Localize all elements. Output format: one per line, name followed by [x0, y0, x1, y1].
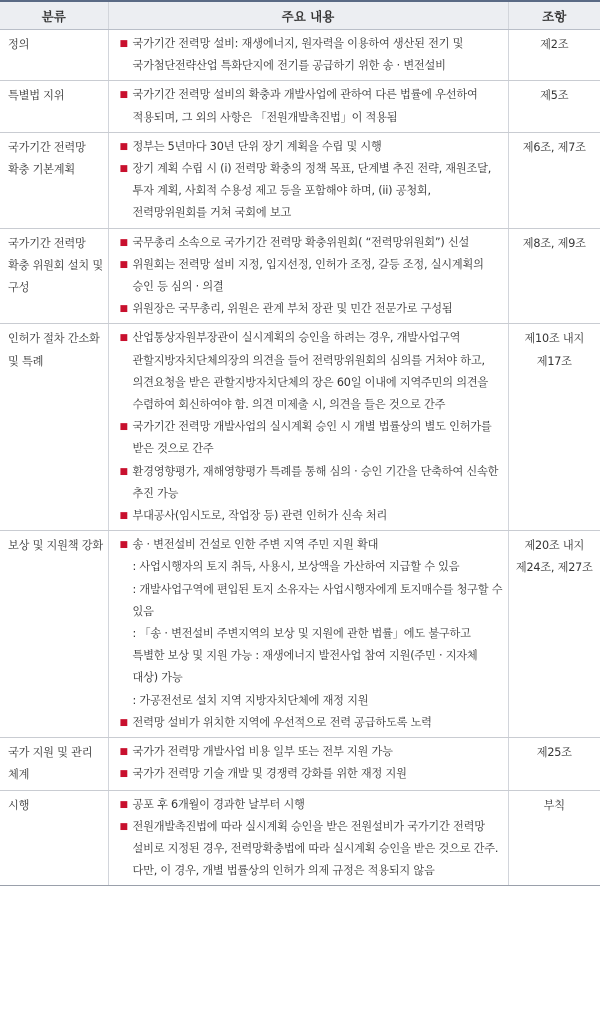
bullet-square-icon: ■ [119, 259, 128, 270]
bullet-square-icon: ■ [119, 747, 128, 758]
row-category: 인허가 절차 간소화 및 특례 [0, 324, 108, 531]
table-row [0, 228, 600, 324]
bullet-square-icon: ■ [119, 333, 128, 344]
sub-item [119, 690, 504, 712]
bullet-item [119, 136, 504, 158]
row-content [108, 324, 508, 531]
header-article: 조항 [508, 1, 600, 30]
bullet-item [119, 416, 504, 460]
bullet-square-icon: ■ [119, 304, 128, 315]
table-row [0, 531, 600, 738]
bullet-item [119, 534, 504, 556]
row-article: 제25조 [508, 738, 600, 790]
table-row [0, 324, 600, 531]
table-row [0, 738, 600, 790]
bullet-square-icon: ■ [119, 422, 128, 433]
item-text: 국무총리 소속으로 국가기간 전력망 확충위원회( “전력망위원회”) 신설 [132, 235, 470, 249]
item-text: 산업통상자원부장관이 실시계획의 승인을 하려는 경우, 개발사업구역 관할지방자치단체의장의 의견을 들어 전력망위원회의 심의를 거쳐야 하고, 의견요청을 받은 관할지방자치단체의 장은 60일 이내에 지역주민의 의견을 수렴하여 회신하여야 함. 의견 미제출 시, 의견을 들은 것으로 간주 [132, 331, 489, 412]
table-row [0, 790, 600, 886]
item-text: 국가가 전력망 개발사업 비용 일부 또는 전부 지원 가능 [132, 745, 393, 759]
row-article: 부칙 [508, 790, 600, 886]
header-row [0, 1, 600, 30]
bullet-item [119, 232, 504, 254]
row-article: 제20조 내지 제24조, 제27조 [508, 531, 600, 738]
row-content [108, 228, 508, 324]
row-content [108, 531, 508, 738]
table-row [0, 132, 600, 228]
content-list [119, 232, 504, 321]
row-category: 국가 지원 및 관리 체계 [0, 738, 108, 790]
table-row [0, 30, 600, 81]
bullet-item [119, 84, 504, 128]
bullet-square-icon: ■ [119, 540, 128, 551]
content-list [119, 84, 504, 128]
table-row [0, 81, 600, 132]
bullet-item [119, 33, 504, 77]
bullet-item [119, 816, 504, 883]
bullet-square-icon: ■ [119, 90, 128, 101]
bullet-square-icon: ■ [119, 821, 128, 832]
bullet-item [119, 298, 504, 320]
bullet-item [119, 712, 504, 734]
bullet-item [119, 505, 504, 527]
row-content [108, 132, 508, 228]
bullet-square-icon: ■ [119, 39, 128, 49]
row-content [108, 738, 508, 790]
bullet-square-icon: ■ [119, 769, 128, 780]
row-article: 제6조, 제7조 [508, 132, 600, 228]
bullet-item [119, 254, 504, 298]
bullet-item [119, 763, 504, 785]
row-article: 제5조 [508, 81, 600, 132]
content-list [119, 327, 504, 527]
item-text: 정부는 5년마다 30년 단위 장기 계획을 수립 및 시행 [132, 139, 382, 153]
bullet-item [119, 158, 504, 225]
content-list [119, 33, 504, 77]
bullet-square-icon: ■ [119, 141, 128, 152]
item-text: 위원장은 국무총리, 위원은 관계 부처 장관 및 민간 전문가로 구성됨 [132, 302, 453, 316]
bullet-square-icon: ■ [119, 799, 128, 810]
header-content: 주요 내용 [108, 1, 508, 30]
row-category: 국가기간 전력망 확충 기본계획 [0, 132, 108, 228]
row-category: 시행 [0, 790, 108, 886]
bullet-item [119, 461, 504, 505]
bullet-square-icon: ■ [119, 466, 128, 477]
bullet-item [119, 794, 504, 816]
row-article: 제2조 [508, 30, 600, 81]
bullet-item [119, 327, 504, 416]
bullet-square-icon: ■ [119, 511, 128, 522]
item-text: : 개발사업구역에 편입된 토지 소유자는 사업시행자에게 토지매수를 청구할 수 있음 [132, 582, 503, 618]
item-text: : 「송 · 변전설비 주변지역의 보상 및 지원에 관한 법률」에도 불구하고 특별한 보상 및 지원 가능 : 재생에너지 발전사업 참여 지원(주민 · 지자체 대상) 가능 [132, 627, 478, 685]
item-text: 환경영향평가, 재해영향평가 특례를 통해 심의 · 승인 기간을 단축하여 신속한 추진 가능 [132, 464, 499, 500]
item-text: : 가공전선로 설치 지역 지방자치단체에 재정 지원 [132, 693, 369, 707]
item-text: 장기 계획 수립 시 (i) 전력망 확충의 정책 목표, 단계별 추진 전략, 재원조달, 투자 계획, 사회적 수용성 제고 등을 포함해야 하며, (ii) 공청회, 전력망위원회를 거쳐 국회에 보고 [132, 162, 492, 220]
header-category: 분류 [0, 1, 108, 30]
bullet-item [119, 741, 504, 763]
content-list [119, 741, 504, 785]
item-text: 국가가 전력망 기술 개발 및 경쟁력 강화를 위한 재정 지원 [132, 767, 407, 781]
bullet-square-icon: ■ [119, 164, 128, 175]
bullet-square-icon: ■ [119, 237, 128, 248]
row-category: 보상 및 지원책 강화 [0, 531, 108, 738]
sub-item [119, 579, 504, 623]
content-list [119, 794, 504, 883]
row-category: 국가기간 전력망 확충 위원회 설치 및 구성 [0, 228, 108, 324]
row-content [108, 790, 508, 886]
item-text: 국가기간 전력망 개발사업의 실시계획 승인 시 개별 법률상의 별도 인허가를 받은 것으로 간주 [132, 420, 492, 456]
item-text: 위원회는 전력망 설비 지정, 입지선정, 인허가 조정, 갈등 조정, 실시계획의 승인 등 심의 · 의결 [132, 257, 484, 294]
sub-item [119, 623, 504, 690]
row-content [108, 30, 508, 81]
row-category: 정의 [0, 30, 108, 81]
row-article: 제10조 내지 제17조 [508, 324, 600, 531]
content-list [119, 136, 504, 225]
item-text: 송 · 변전설비 건설로 인한 주변 지역 주민 지원 확대 [132, 538, 379, 552]
row-category: 특별법 지위 [0, 81, 108, 132]
item-text: 공포 후 6개월이 경과한 날부터 시행 [132, 797, 305, 811]
item-text: 전력망 설비가 위치한 지역에 우선적으로 전력 공급하도록 노력 [132, 715, 432, 729]
sub-item [119, 556, 504, 578]
item-text: 국가기간 전력망 설비: 재생에너지, 원자력을 이용하여 생산된 전기 및 국가첨단전략산업 특화단지에 전기를 공급하기 위한 송 · 변전설비 [132, 37, 464, 73]
bullet-square-icon: ■ [119, 717, 128, 728]
item-text: : 사업시행자의 토지 취득, 사용시, 보상액을 가산하여 지급할 수 있음 [132, 560, 460, 574]
item-text: 국가기간 전력망 설비의 확충과 개발사업에 관하여 다른 법률에 우선하여 적용되며, 그 외의 사항은 「전원개발촉진법」이 적용됨 [132, 88, 478, 124]
content-list [119, 534, 504, 734]
item-text: 전원개발촉진법에 따라 실시계획 승인을 받은 전원설비가 국가기간 전력망 설비로 지정된 경우, 전력망확충법에 따라 실시계획 승인을 받은 것으로 간주. 다만, 이 경우, 개별 법률상의 인허가 의제 규정은 적용되지 않음 [132, 819, 499, 878]
item-text: 부대공사(임시도로, 작업장 등) 관련 인허가 신속 처리 [132, 509, 388, 523]
row-content [108, 81, 508, 132]
row-article: 제8조, 제9조 [508, 228, 600, 324]
